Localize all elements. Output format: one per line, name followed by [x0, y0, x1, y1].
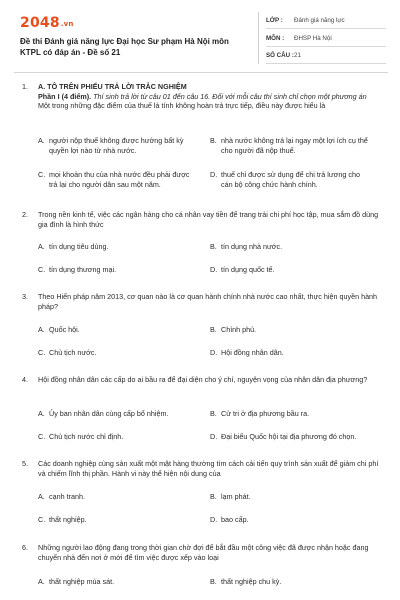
option-text: tín dụng quốc tế.: [221, 265, 275, 274]
exam-title: Đề thi Đánh giá năng lực Đại học Sư phạm Hà Nội môn KTPL có đáp án - Đề số 21: [20, 37, 229, 58]
question-stem: Theo Hiến pháp năm 2013, cơ quan nào là cơ quan hành chính nhà nước cao nhất, thực hiện quyền hành pháp?: [38, 292, 378, 311]
option-text: Đại biểu Quốc hội tại địa phương đó chọn.: [221, 432, 357, 441]
option-label: B.: [210, 325, 217, 334]
option-label: A.: [38, 577, 45, 586]
option-text: Ủy ban nhân dân cùng cấp bổ nhiệm.: [49, 409, 169, 418]
option-label: C.: [38, 515, 46, 524]
option-text: lạm phát.: [221, 492, 251, 501]
option-label: A.: [38, 325, 45, 334]
logo-text: 2048: [20, 15, 60, 31]
question-number: 4.: [22, 375, 28, 384]
info-key: SỐ CÂU :: [266, 52, 294, 59]
question-body: [38, 82, 386, 111]
option-label: B.: [210, 136, 217, 145]
question-stem: Các doanh nghiệp cùng sản xuất một mặt hàng thường tìm cách cải tiến quy trình sản xuất để giảm chi phí và chiếm lĩnh thị phần. Hành vi này thể hiện nội dung của: [38, 459, 379, 478]
option-text: tín dụng thương mại.: [49, 265, 117, 274]
option-label: C.: [38, 348, 46, 357]
option-text: cạnh tranh.: [49, 492, 85, 501]
question-stem: Hội đồng nhân dân các cấp do ai bầu ra để đại diện cho ý chí, nguyện vọng của nhân dân địa phương?: [38, 375, 368, 384]
option-label: C.: [38, 265, 46, 274]
option-text: thuế chỉ được sử dụng để chi trả lương cho cán bộ công chức hành chính.: [221, 170, 360, 189]
question-number: 5.: [22, 459, 28, 468]
question-stem: Trong nền kinh tế, việc các ngân hàng cho cá nhân vay tiền để trang trải chi phí học tập, mua sắm đồ dùng gia đình là hình thức: [38, 210, 379, 229]
option-label: A.: [38, 242, 45, 251]
option-text: tín dụng nhà nước.: [221, 242, 283, 251]
document-header: [14, 8, 388, 66]
option-text: thất nghiệp.: [49, 515, 87, 524]
option-label: D.: [210, 515, 218, 524]
option-label: B.: [210, 409, 217, 418]
option-label: A.: [38, 409, 45, 418]
question-stem: Một trong những đặc điểm của thuế là tính không hoàn trả trực tiếp, điều này được hiểu là: [38, 101, 326, 111]
info-value: Đánh giá năng lực: [294, 17, 345, 24]
option-text: mọi khoản thu của nhà nước đều phải được trả lại cho người dân sau một năm.: [49, 170, 190, 189]
option-label: B.: [210, 492, 217, 501]
info-value: ĐHSP Hà Nội: [294, 35, 332, 42]
option-label: A.: [38, 492, 45, 501]
question-number: 3.: [22, 292, 28, 301]
info-row-subject: [266, 35, 386, 47]
option-text: thất nghiệp chu kỳ.: [221, 577, 282, 586]
option-label: D.: [210, 265, 218, 274]
option-label: A.: [38, 136, 45, 145]
option-label: D.: [210, 432, 218, 441]
info-key: LỚP :: [266, 17, 283, 24]
question-number: 2.: [22, 210, 28, 219]
question-stem: Những người lao động đang trong thời gian chờ đợi để bắt đầu một công việc đã được nhận hoặc đang chuyển nhà đến nơi ở mới để tìm việc được xếp vào loại: [38, 543, 369, 562]
logo-suffix: .vn: [60, 20, 74, 28]
option-text: Cử tri ở địa phương bầu ra.: [221, 409, 310, 418]
option-text: người nộp thuế không được hưởng bất kỳ quyền lợi nào từ nhà nước.: [49, 136, 184, 155]
part-instructions: [38, 92, 386, 102]
header-divider: [258, 12, 259, 64]
option-label: C.: [38, 170, 46, 179]
info-row-count: [266, 52, 386, 64]
option-text: Chính phủ.: [221, 325, 257, 334]
question-number: 6.: [22, 543, 28, 552]
option-label: D.: [210, 348, 218, 357]
info-value: 21: [294, 52, 301, 59]
option-label: C.: [38, 432, 46, 441]
option-text: Chủ tịch nước.: [49, 348, 97, 357]
option-text: bao cấp.: [221, 515, 249, 524]
part-label: Phần I (4 điểm).: [38, 91, 92, 101]
question-number: 1.: [22, 82, 28, 91]
site-logo[interactable]: [20, 14, 74, 33]
info-key: MÔN :: [266, 35, 285, 42]
option-text: Hội đồng nhân dân.: [221, 348, 284, 357]
option-text: thất nghiệp mùa sát.: [49, 577, 115, 586]
option-label: B.: [210, 577, 217, 586]
option-label: D.: [210, 170, 218, 179]
option-label: B.: [210, 242, 217, 251]
section-heading: A. TÔ TRÊN PHIẾU TRẢ LỜI TRẮC NGHIỆM: [38, 82, 187, 91]
info-row-class: [266, 17, 386, 29]
header-rule: [14, 72, 388, 73]
option-text: Quốc hội.: [49, 325, 80, 334]
option-text: Chủ tịch nước chỉ định.: [49, 432, 124, 441]
part-note: Thí sinh trả lời từ câu 01 đến câu 16. Đối với mỗi câu thí sinh chỉ chọn một phương án: [91, 91, 367, 101]
option-text: tín dụng tiêu dùng.: [49, 242, 109, 251]
option-text: nhà nước không trả lại ngay một lợi ích cụ thể cho người đã nộp thuế.: [221, 136, 368, 155]
